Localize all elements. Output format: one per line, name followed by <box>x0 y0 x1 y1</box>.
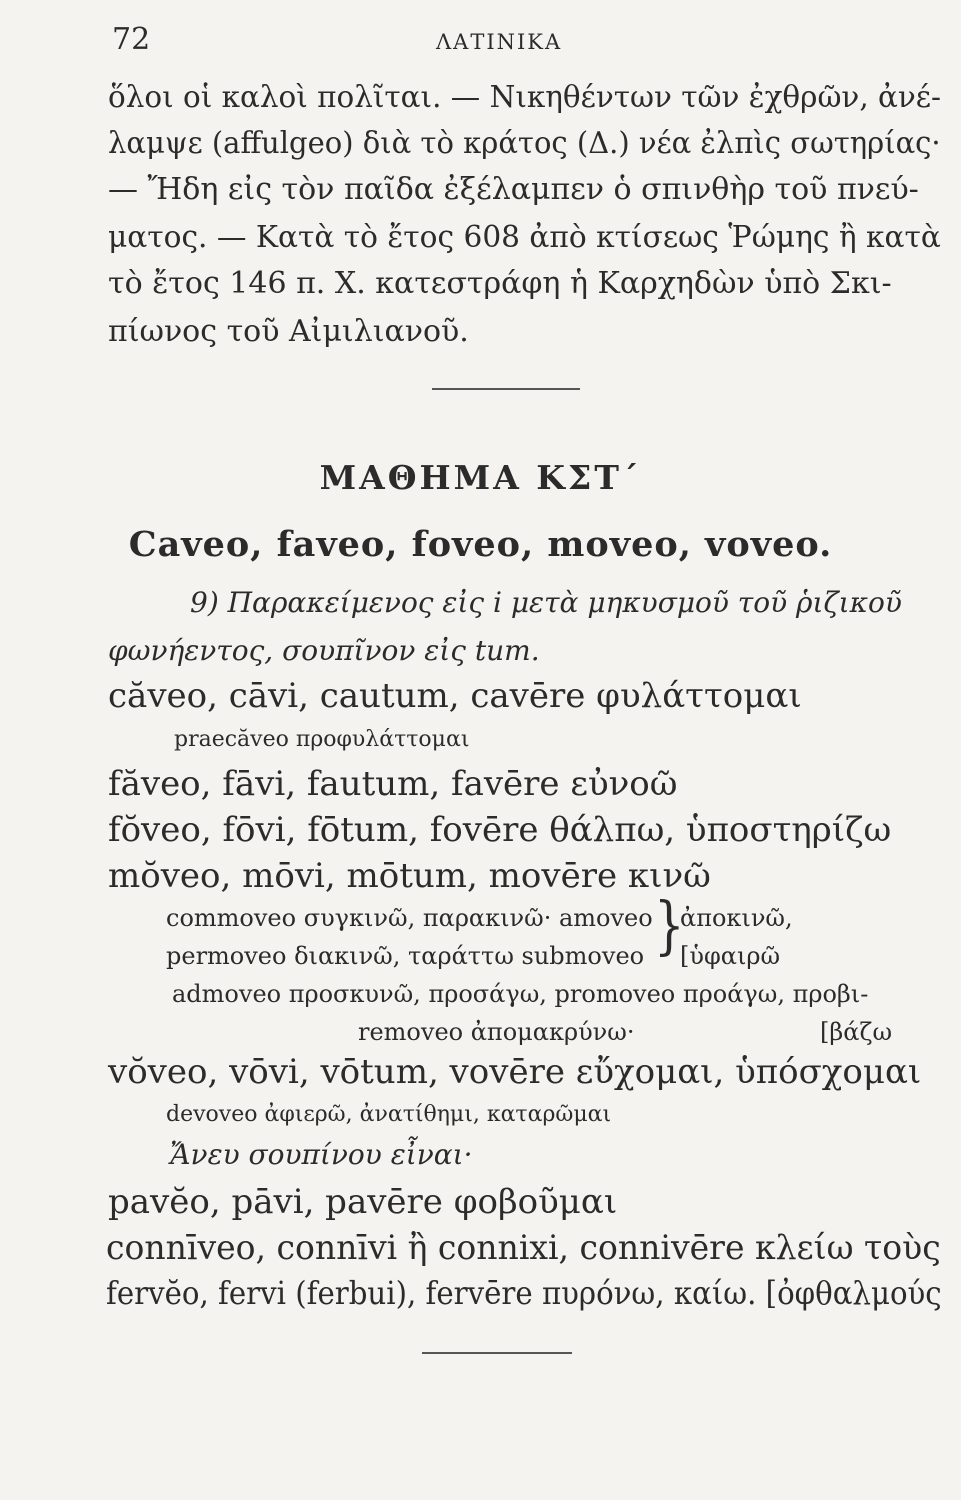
compounds-line-1-gloss: ἀποκινῶ, <box>680 904 793 932</box>
moveo-entry: mŏveo, mōvi, mōtum, movēre κινῶ <box>108 856 711 896</box>
brace-mark: } <box>654 889 685 963</box>
compounds-line-4-gloss: [βάζω <box>820 1018 893 1046</box>
compounds-line-1: commoveo συγκινῶ, παρακινῶ· amoveo <box>166 904 653 932</box>
compounds-line-4: removeo ἀπομακρύνω· <box>358 1018 635 1046</box>
intro-line-4: ματος. — Κατὰ τὸ ἔτος 608 ἀπὸ κτίσεως Ῥώμης ἢ κατὰ <box>108 220 941 255</box>
rule-9-line-2: φωνήεντος, σουπῖνον εἰς tum. <box>108 634 540 667</box>
foveo-entry: fŏveo, fōvi, fōtum, fovēre θάλπω, ὑποστηρίζω <box>108 810 892 850</box>
paveo-entry: pavĕo, pāvi, pavēre φοβοῦμαι <box>108 1182 618 1222</box>
devoveo-entry: devoveo ἀφιερῶ, ἀνατίθημι, καταρῶμαι <box>166 1102 612 1127</box>
verbs-heading: Caveo, faveo, foveo, moveo, voveo. <box>128 524 833 565</box>
intro-line-1: ὅλοι οἱ καλοὶ πολῖται. — Νικηθέντων τῶν ἐχθρῶν, ἀνέ- <box>108 80 942 115</box>
conniveo-entry: connīveo, connīvi ἢ connixi, connivēre κλείω τοὺς <box>106 1228 941 1268</box>
compounds-line-2-gloss: [ὑφαιρῶ <box>680 942 781 970</box>
intro-line-2: λαμψε (affulgeo) διὰ τὸ κράτος (Δ.) νέα ἐλπὶς σωτηρίας· <box>108 126 941 161</box>
without-supine-heading: Ἄνευ σουπίνου εἶναι· <box>170 1138 473 1171</box>
intro-line-3: — Ἤδη εἰς τὸν παῖδα ἐξέλαμπεν ὁ σπινθὴρ τοῦ πνεύ- <box>108 172 919 207</box>
voveo-entry: vŏveo, vōvi, vōtum, vovēre εὔχομαι, ὑπόσχομαι <box>108 1052 922 1092</box>
faveo-entry: făveo, fāvi, fautum, favēre εὐνοῶ <box>108 764 678 804</box>
rule-9-line-1: 9) Παρακείμενος εἰς i μετὰ μηκυσμοῦ τοῦ ῥιζικοῦ <box>190 586 902 619</box>
intro-line-5: τὸ ἔτος 146 π. Χ. κατεστράφη ἡ Καρχηδὼν ὑπὸ Σκι- <box>108 266 892 301</box>
compounds-line-3: admoveo προσκυνῶ, προσάγω, promoveo προάγω, προβι- <box>172 980 869 1008</box>
compounds-line-2: permoveo διακινῶ, ταράττω submoveo <box>166 942 645 970</box>
bottom-divider <box>422 1352 572 1354</box>
page-number: 72 <box>112 22 151 57</box>
lesson-title: ΜΑΘΗΜΑ ΚΣΤ΄ <box>319 458 642 497</box>
intro-line-6: πίωνος τοῦ Αἰμιλιανοῦ. <box>108 314 469 349</box>
ferveo-entry: fervĕo, fervi (ferbui), fervēre πυρόνω, καίω. [ὀφθαλμούς <box>106 1274 942 1312</box>
caveo-entry: căveo, cāvi, cautum, cavēre φυλάττομαι <box>108 676 802 716</box>
running-title: ΛΑΤΙΝΙΚΑ <box>436 30 563 54</box>
praecaveo-entry: praecăveo προφυλάττομαι <box>174 727 470 752</box>
section-divider <box>432 388 580 390</box>
